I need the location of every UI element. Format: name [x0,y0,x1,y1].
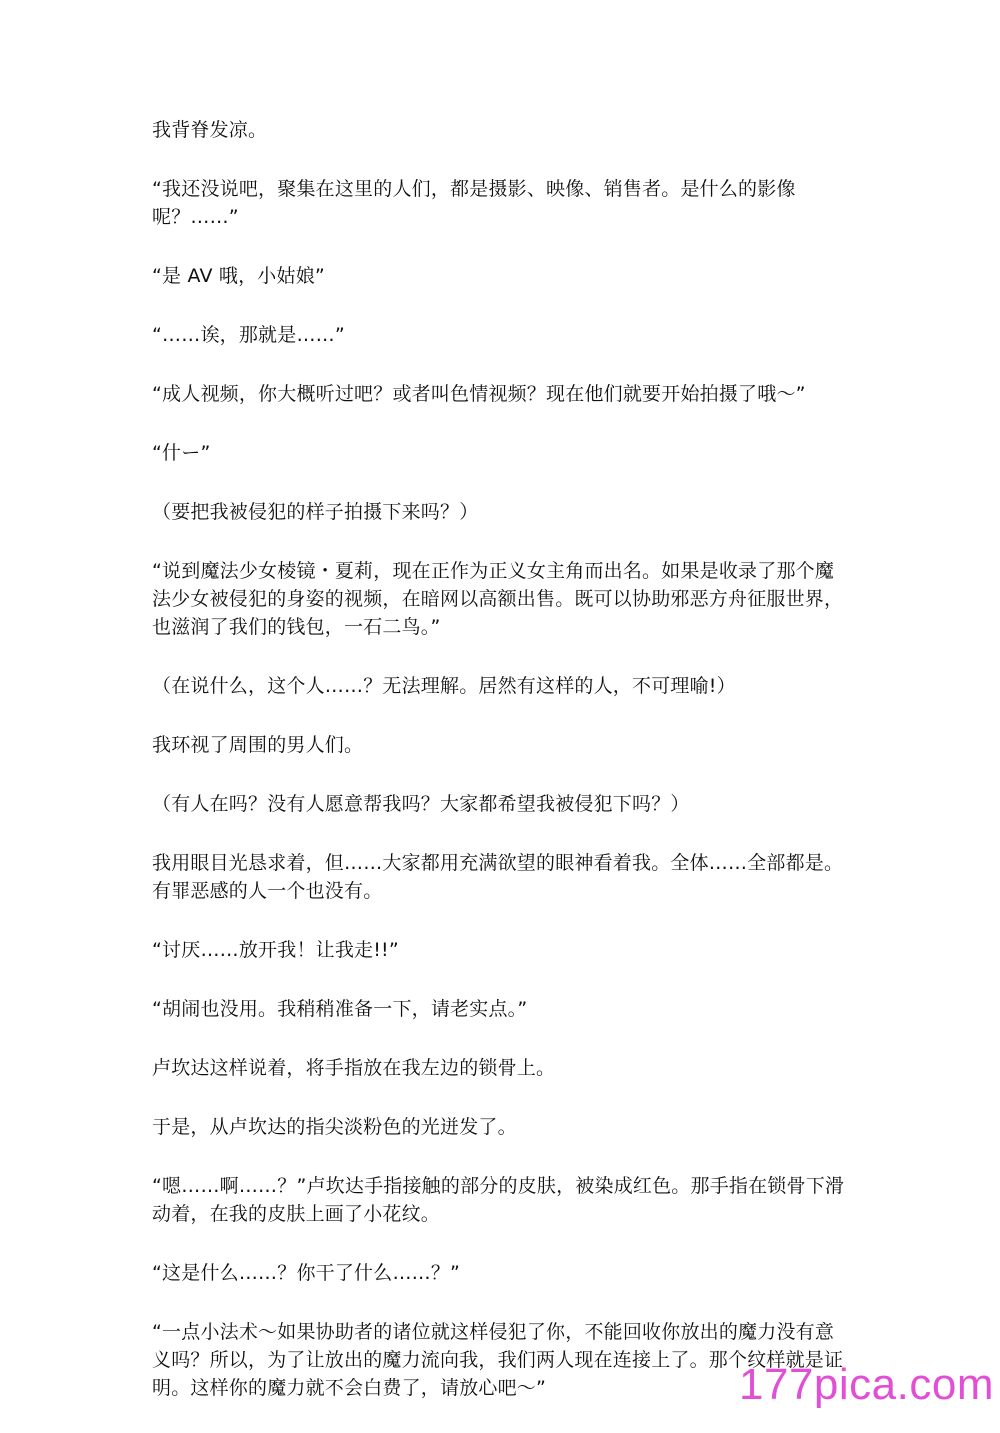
paragraph-19: “一点小法术～如果协助者的诸位就这样侵犯了你，不能回收你放出的魔力没有意义吗？所以，为了让放出的魔力流向我，我们两人现在连接上了。那个纹样就是证明。这样你的魔力就不会白费了，请放心吧～” [152,1321,844,1399]
paragraph-10: 我环视了周围的男人们。 [152,734,364,756]
paragraph-4: “……诶，那就是……” [152,324,345,346]
paragraph-1: 我背脊发凉。 [152,119,268,141]
paragraph-12: 我用眼目光恳求着，但……大家都用充满欲望的眼神看着我。全体……全部都是。有罪恶感的人一个也没有。 [152,852,844,902]
paragraph-2: “我还没说吧，聚集在这里的人们，都是摄影、映像、销售者。是什么的影像呢？……” [152,178,796,228]
paragraph-9: （在说什么，这个人……？无法理解。居然有这样的人，不可理喻!） [152,675,736,697]
paragraph-14: “胡闹也没用。我稍稍准备一下，请老实点。” [152,998,528,1020]
paragraph-11: （有人在吗？没有人愿意帮我吗？大家都希望我被侵犯下吗？） [152,793,690,815]
site-watermark: 177pica.com [739,1360,994,1409]
paragraph-13: “讨厌……放开我！让我走!!” [152,939,399,961]
paragraph-6: “什ー” [152,442,211,464]
paragraph-15: 卢坎达这样说着，将手指放在我左边的锁骨上。 [152,1057,556,1079]
paragraph-8: “说到魔法少女棱镜・夏莉，现在正作为正义女主角而出名。如果是收录了那个魔法少女被侵犯的身姿的视频，在暗网以高额出售。既可以协助邪恶方舟征服世界，也滋润了我们的钱包，一石二鸟。” [152,560,844,638]
paragraph-17: “嗯……啊……？”卢坎达手指接触的部分的皮肤，被染成红色。那手指在锁骨下滑动着，在我的皮肤上画了小花纹。 [152,1175,845,1225]
paragraph-18: “这是什么……？你干了什么……？” [152,1262,461,1284]
paragraph-7: （要把我被侵犯的样子拍摄下来吗？） [152,501,479,523]
paragraph-3: “是 AV 哦，小姑娘” [152,265,325,287]
paragraph-5: “成人视频，你大概听过吧？或者叫色情视频？现在他们就要开始拍摄了哦～” [152,383,806,405]
document-page [152,116,852,1433]
paragraph-16: 于是，从卢坎达的指尖淡粉色的光迸发了。 [152,1116,517,1138]
